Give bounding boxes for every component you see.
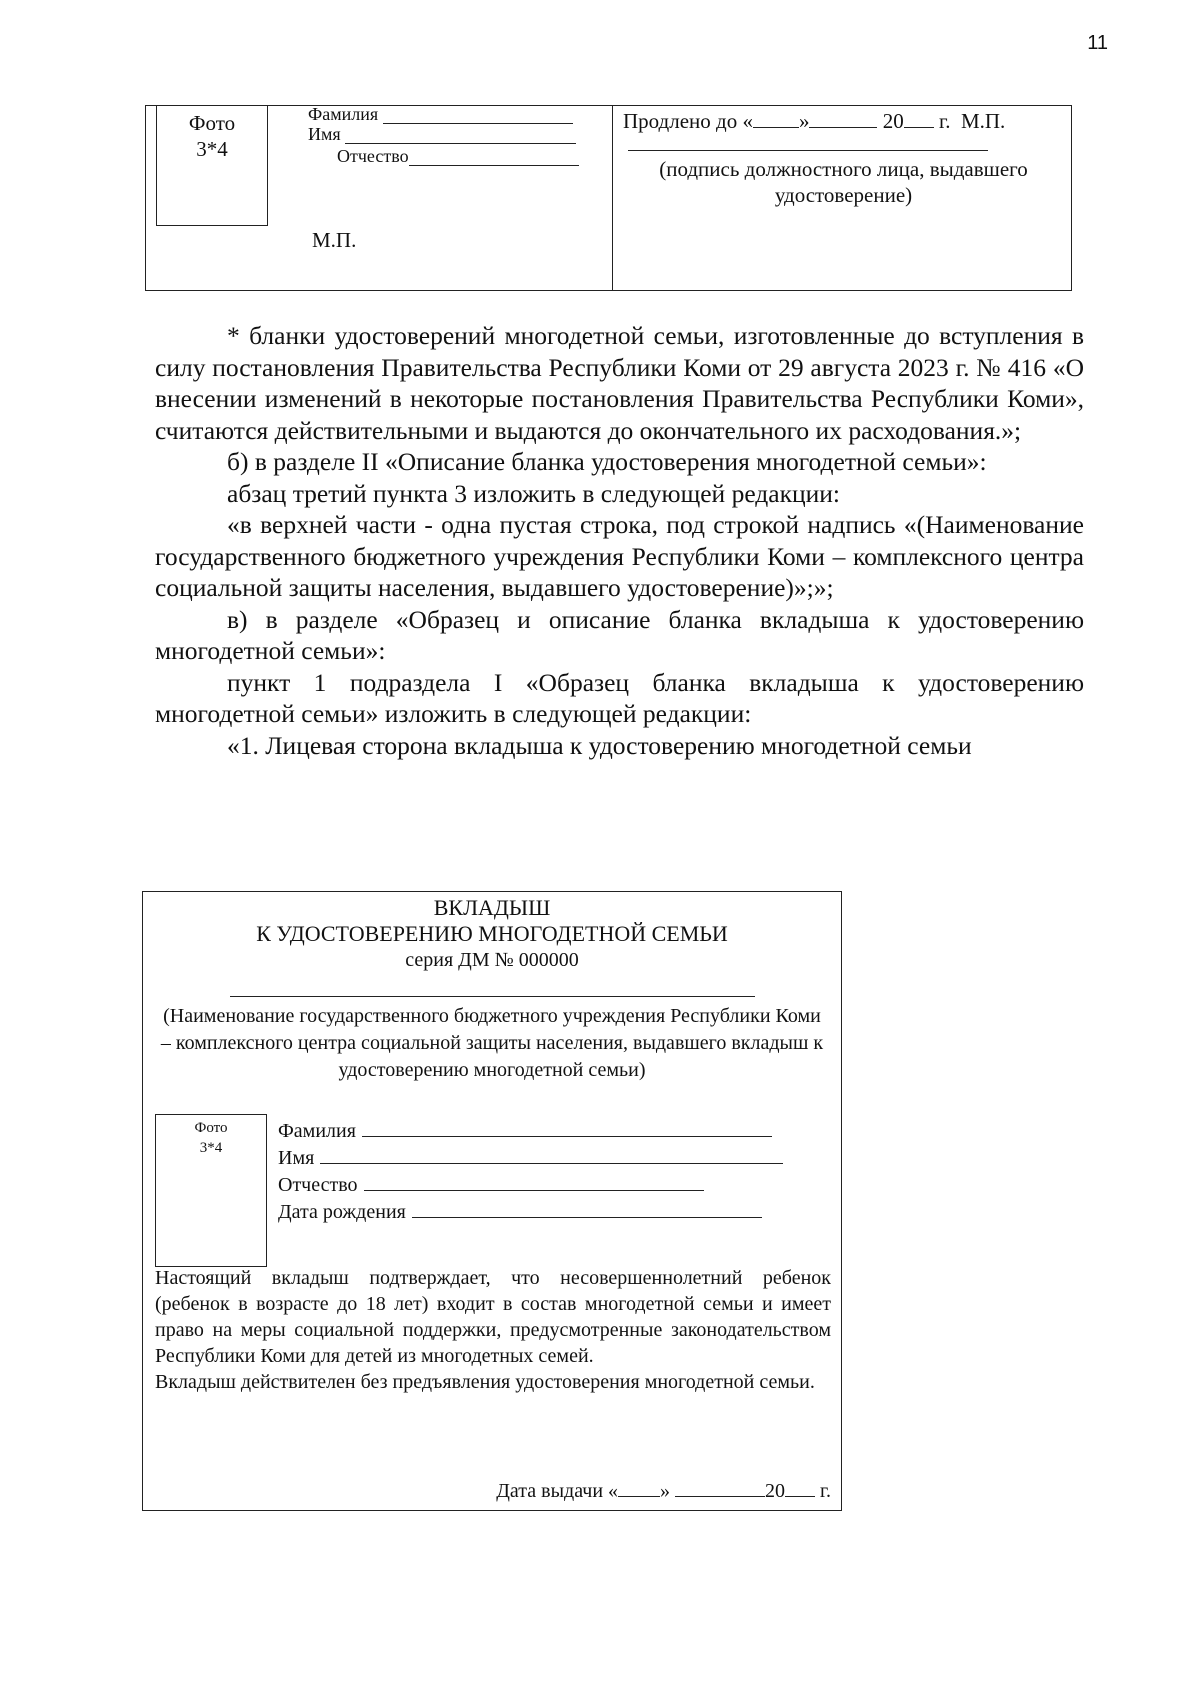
surname-field <box>308 104 573 124</box>
surname-line <box>383 106 573 124</box>
insert-photo-size: 3*4 <box>199 1140 223 1156</box>
insert-subtitle: К УДОСТОВЕРЕНИЮ МНОГОДЕТНОЙ СЕМЬИ <box>256 921 728 946</box>
organization-caption: (Наименование государственного бюджетного учреждения Республики Коми – комплексного центра социальной защиты населения, выдавшего вкладыш к удостоверению многодетной семьи) <box>160 1005 824 1081</box>
organization-line <box>230 996 755 997</box>
issue-year-blank <box>785 1477 815 1497</box>
insert-patronymic-label: Отчество <box>278 1174 358 1196</box>
insert-confirm-text: Настоящий вкладыш подтверждает, что несовершеннолетний ребенок (ребенок в возрасте до 18 лет) входит в состав многодетной семьи и имеет право на меры социальной поддержки, предусмотренные законодательством Республики Коми для детей из многодетных семей. <box>155 1267 831 1367</box>
certificate-divider <box>612 106 613 290</box>
seal-mark: М.П. <box>312 228 357 252</box>
name-label: Имя <box>308 124 341 144</box>
insert-photo-label: Фото <box>194 1120 228 1136</box>
insert-valid-text: Вкладыш действителен без предъявления удостоверения многодетной семьи. <box>155 1371 815 1393</box>
insert-photo-box <box>155 1114 267 1267</box>
insert-surname-label: Фамилия <box>278 1120 356 1142</box>
insert-patronymic-line <box>364 1171 704 1191</box>
insert-patronymic-field <box>278 1171 704 1198</box>
insert-name-field <box>278 1144 783 1171</box>
paragraph-upper-part: «в верхней части - одна пустая строка, под строкой надпись «(Наименование государственного бюджетного учреждения Республики Коми – комплексного центра социальной защиты населения, выдавшего удостоверение)»;»; <box>155 510 1084 602</box>
insert-birthdate-field <box>278 1198 762 1225</box>
extension-line <box>623 108 1005 134</box>
extension-month-blank <box>809 109 877 128</box>
page-number: 11 <box>1087 32 1108 54</box>
certificate-photo-box <box>156 106 268 226</box>
issue-suffix: г. <box>820 1480 831 1502</box>
issue-month-blank <box>675 1477 765 1497</box>
paragraph-front-side: «1. Лицевая сторона вкладыша к удостоверению многодетной семьи <box>227 730 972 760</box>
extension-day-blank <box>753 109 799 128</box>
photo-label: Фото <box>188 111 236 135</box>
insert-form <box>142 891 842 1511</box>
issue-date-line <box>496 1477 831 1504</box>
extension-year: 20 <box>882 109 904 133</box>
issue-mid: » <box>660 1480 671 1502</box>
extension-prefix: Продлено до « <box>623 109 753 133</box>
paragraph-v: в) в разделе «Образец и описание бланка вкладыша к удостоверению многодетной семьи»: <box>155 604 1084 665</box>
signature-caption: (подпись должностного лица, выдавшего удостоверение) <box>659 157 1028 207</box>
issue-prefix: Дата выдачи « <box>496 1480 619 1502</box>
paragraph-point-one: пункт 1 подраздела I «Образец бланка вкладыша к удостоверению многодетной семьи» изложить в следующей редакции: <box>155 667 1084 728</box>
paragraph-paragraph-three: абзац третий пункта 3 изложить в следующей редакции: <box>227 478 841 508</box>
insert-name-line <box>320 1144 783 1164</box>
insert-birthdate-label: Дата рождения <box>278 1201 406 1223</box>
name-line <box>345 126 576 144</box>
signature-line <box>628 150 988 151</box>
name-field <box>308 124 576 144</box>
photo-size: 3*4 <box>196 137 228 161</box>
paragraph-footnote: * бланки удостоверений многодетной семьи, изготовленные до вступления в силу постановления Правительства Республики Коми от 29 августа 2023 г. № 416 «О внесении изменений в некоторые постановления Правительства Республики Коми», считаются действительными и выдаются до окончательного их расходования.»; <box>155 321 1084 445</box>
certificate-form <box>145 105 1072 291</box>
insert-confirmation <box>155 1265 831 1395</box>
insert-birthdate-line <box>412 1198 762 1218</box>
paragraph-b: б) в разделе II «Описание бланка удостоверения многодетной семьи»: <box>227 447 987 476</box>
surname-label: Фамилия <box>308 104 379 124</box>
insert-surname-line <box>362 1117 772 1137</box>
extension-suffix: г. <box>938 109 951 133</box>
insert-name-label: Имя <box>278 1147 315 1169</box>
patronymic-line <box>409 148 579 166</box>
body-text <box>155 320 1084 761</box>
issue-day-blank <box>618 1477 660 1497</box>
extension-year-blank <box>904 109 934 128</box>
insert-surname-field <box>278 1117 772 1144</box>
insert-series: серия ДМ № 000000 <box>405 949 579 971</box>
extension-seal: М.П. <box>960 109 1006 133</box>
patronymic-label: Отчество <box>337 146 409 166</box>
patronymic-field <box>337 146 579 166</box>
issue-year: 20 <box>765 1480 786 1502</box>
insert-title: ВКЛАДЫШ <box>433 895 551 920</box>
extension-mid: » <box>798 109 810 133</box>
